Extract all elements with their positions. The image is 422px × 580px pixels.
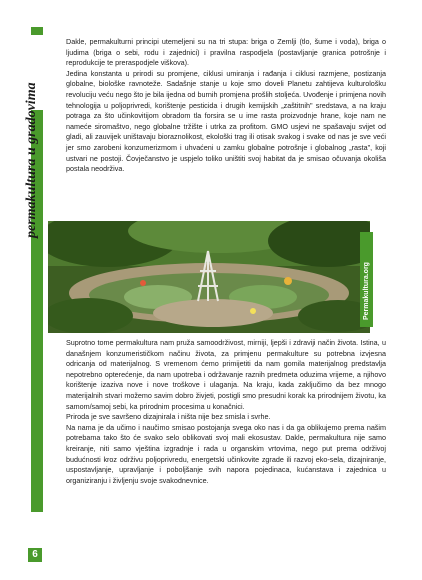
paragraph: Jedina konstanta u prirodi su promjene, ciklusi umiranja i rađanja i ciklusi razmjene, postizanja globalne, biološke ravnoteže. Sadašnje stanje u koje smo doveli Planetu zahtijeva kulturološku revoluciju veću nego što je bila ijedna od burnih promjena prošlih stoljeća. Uvođenje i primjena novih tehnologija u poljoprivredi, korištenje pesticida i drugih kemijskih „zaštitnih" sredstava, a na kraju potraga za što učinkovitijom obradom tla forsira se u ime rasta proizvodnje hrane, koje nam ne nameće siromaštvo, nego globalne tržište i utrka za profitom. GMO usjevi ne spašavaju svijet od gladi, ali zauvijek uništavaju bioraznolikost, ekološki trag ili otisak svakog i svake od nas je sve veći jer smo zarobeni konzumerizmom i uhvaćeni u zamku globalne potrošnje i globalnog „rasta", koji ustvari ne postoji. Čovječanstvo je uspjelo toliko uništiti svoj habitat da je smisao očuvanja okoliša postala neodrživa. [66,68,386,174]
page-number: 6 [28,548,42,562]
paragraph: Dakle, permakulturni principi utemeljeni su na tri stupa: briga o Zemlji (tlo, šume i voda), briga o ljudima (briga o sebi, rodu i zajednici) i pravilna raspodjela (postavljanje granica potrošnje i reprodukcije te preraspodjele viškova). [66,37,386,68]
paragraph: Na nama je da učimo i naučimo smisao postojanja svega oko nas i da ga oblikujemo prema našim potrebama tako što će svako selo oblikovati svoj mali ekosustav. Dakle, permakultura nije samo kreiranje, niti samo vještina izgradnje i rada u organskim vrtovima, nego put prema održivoj budućnosti kroz održivu poljoprivredu, energetski učinkovite zgrade ili razvoj eko-sela, dizajniranje, uspostavljanje, upravljanje i poboljšanje svih napora pojedinaca, kućanstava i zajednica u organiziranju i življenju svoje svakodnevnice. [66,422,386,485]
photo-caption-text: Permakultura.org [363,262,370,320]
sidebar-accent-top [31,27,43,35]
garden-photo-illustration [48,221,370,333]
top-text-block [66,37,386,175]
garden-photo [48,221,370,333]
paragraph: Priroda je sve savršeno dizajnirala i ništa nije bez smisla i svrhe. [66,412,271,422]
bottom-text-block [66,338,386,486]
paragraph: Suprotno tome permakultura nam pruža samoodrživost, mirniji, ljepši i zdraviji način života. Istina, u današnjem konzumerističkom načinu života, za primjenu permakulture su potrebna izvjesna odricanja od materijalnog. S vremenom ćemo primijetiti da nam gomila materijalnog predstavlja nepotrebno opterećenje, da nam upotreba i održavanje raznih predmeta oduzima vrijeme, a njihovo korištenje izaziva nove i nove troškove i ulaganja. Na kraju, kada zaključimo da bez mnogo materijalnih stvari možemo savim dobro živjeti, postigli smo presudni korak ka prirodnijem životu, ka samom/samoj sebi, ka prirodnim procesima u konačnici. [66,338,386,411]
photo-caption [360,232,373,327]
sidebar-title-text: permakultura u gradovima [24,82,39,238]
